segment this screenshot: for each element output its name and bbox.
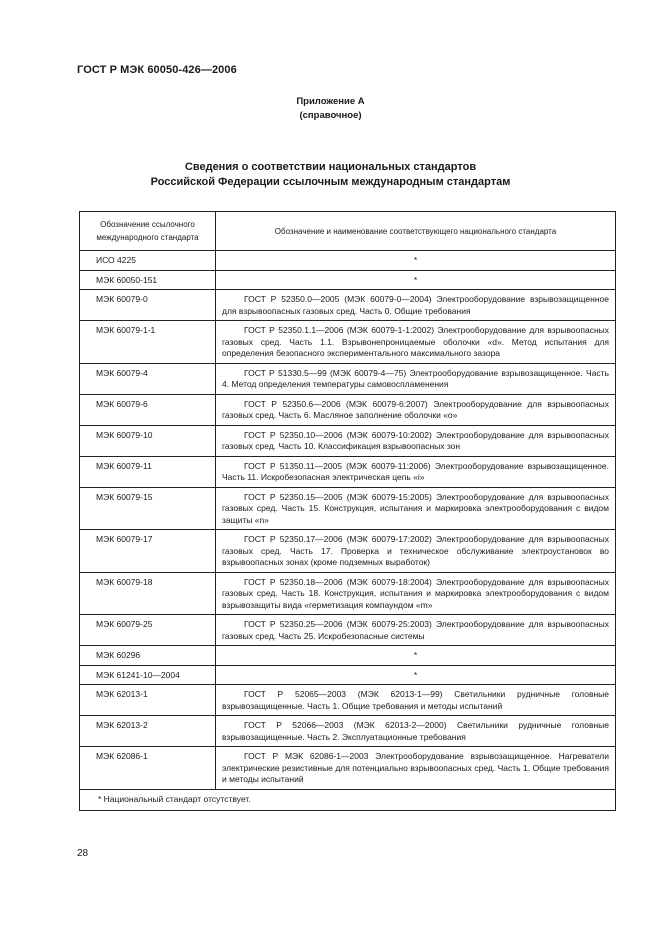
table-row	[80, 747, 616, 790]
reference-standard-cell: МЭК 62013-2	[80, 716, 216, 747]
reference-standard-cell: МЭК 60079-15	[80, 487, 216, 530]
table-header-row	[80, 212, 616, 251]
table-row	[80, 665, 616, 685]
national-standard-cell: ГОСТ Р 51330.5—99 (МЭК 60079-4—75) Электрооборудование взрывозащищенное. Часть 4. Метод определения температуры самовоспламенения	[216, 363, 616, 394]
table-row	[80, 270, 616, 290]
national-standard-cell: ГОСТ Р 52066—2003 (МЭК 62013-2—2000) Светильники рудничные головные взрывозащищенные. Часть 2. Эксплуатационные требования	[216, 716, 616, 747]
table-row	[80, 394, 616, 425]
table-row	[80, 530, 616, 573]
reference-standard-cell: МЭК 62086-1	[80, 747, 216, 790]
footnote-row	[80, 789, 616, 811]
reference-standard-cell: МЭК 62013-1	[80, 685, 216, 716]
table-row	[80, 321, 616, 364]
reference-standard-cell: МЭК 60079-25	[80, 615, 216, 646]
annex-title: Приложение А	[296, 96, 365, 107]
correspondence-table	[79, 211, 616, 811]
document-header: ГОСТ Р МЭК 60050-426—2006	[77, 64, 237, 76]
national-standard-cell: ГОСТ Р 52350.0—2005 (МЭК 60079-0—2004) Электрооборудование взрывозащищенное для взрывоопасных газовых сред. Часть 0. Общие требования	[216, 290, 616, 321]
reference-standard-cell: МЭК 60079-0	[80, 290, 216, 321]
reference-standard-cell: МЭК 60079-6	[80, 394, 216, 425]
national-standard-cell: *	[216, 251, 616, 271]
national-standard-cell: ГОСТ Р 52350.25—2006 (МЭК 60079-25:2003) Электрооборудование для взрывоопасных газовых сред. Часть 25. Искробезопасные системы	[216, 615, 616, 646]
column-header-reference-standard: Обозначение ссылочного международного стандарта	[80, 212, 216, 251]
reference-standard-cell: МЭК 60079-17	[80, 530, 216, 573]
reference-standard-cell: МЭК 60079-18	[80, 572, 216, 615]
national-standard-cell: *	[216, 646, 616, 666]
national-standard-cell: *	[216, 665, 616, 685]
reference-standard-cell: ИСО 4225	[80, 251, 216, 271]
reference-standard-cell: МЭК 60079-4	[80, 363, 216, 394]
national-standard-cell: *	[216, 270, 616, 290]
national-standard-cell: ГОСТ Р 52350.6—2006 (МЭК 60079-6:2007) Электрооборудование для взрывоопасных газовых сред. Часть 6. Масляное заполнение оболочки «о»	[216, 394, 616, 425]
reference-standard-cell: МЭК 61241-10—2004	[80, 665, 216, 685]
reference-standard-cell: МЭК 60079-11	[80, 456, 216, 487]
table-row	[80, 290, 616, 321]
reference-standard-cell: МЭК 60296	[80, 646, 216, 666]
table-row	[80, 685, 616, 716]
reference-standard-cell: МЭК 60050-151	[80, 270, 216, 290]
table-row	[80, 425, 616, 456]
table-row	[80, 456, 616, 487]
annex-type: (справочное)	[299, 110, 362, 121]
national-standard-cell: ГОСТ Р МЭК 62086-1—2003 Электрооборудование взрывозащищенное. Нагреватели электрические резистивные для потенциально взрывоопасных сред. Часть 1. Общие требования и методы испытаний	[216, 747, 616, 790]
table-row	[80, 572, 616, 615]
table-row	[80, 646, 616, 666]
national-standard-cell: ГОСТ Р 52350.17—2006 (МЭК 60079-17:2002) Электрооборудование для взрывоопасных газовых сред. Часть 17. Проверка и техническое обслуживание электроустановок во взрывоопасных зонах (кроме подземных выработок)	[216, 530, 616, 573]
national-standard-cell: ГОСТ Р 52065—2003 (МЭК 62013-1—99) Светильники рудничные головные взрывозащищенные. Часть 1. Общие требования и методы испытаний	[216, 685, 616, 716]
national-standard-cell: ГОСТ Р 52350.15—2005 (МЭК 60079-15:2005) Электрооборудование для взрывоопасных газовых сред. Часть 15. Конструкция, испытания и маркировка электрооборудования с видом защиты «n»	[216, 487, 616, 530]
section-title-line2: Российской Федерации ссылочным международным стандартам	[150, 176, 511, 188]
national-standard-cell: ГОСТ Р 52350.10—2006 (МЭК 60079-10:2002) Электрооборудование для взрывоопасных газовых сред. Часть 10. Классификация взрывоопасных зон	[216, 425, 616, 456]
page-number: 28	[77, 848, 89, 859]
reference-standard-cell: МЭК 60079-10	[80, 425, 216, 456]
table-footnote: * Национальный стандарт отсутствует.	[80, 789, 616, 811]
table-row	[80, 487, 616, 530]
section-title-line1: Сведения о соответствии национальных стандартов	[184, 161, 477, 173]
table-row	[80, 615, 616, 646]
reference-standard-cell: МЭК 60079-1-1	[80, 321, 216, 364]
table-row	[80, 363, 616, 394]
table-row	[80, 716, 616, 747]
table-row	[80, 251, 616, 271]
national-standard-cell: ГОСТ Р 52350.1.1—2006 (МЭК 60079-1-1:2002) Электрооборудование для взрывоопасных газовых сред. Часть 1.1. Взрывонепроницаемые оболочки «d». Метод испытания для определения безопасного экспериментального максимального зазора	[216, 321, 616, 364]
national-standard-cell: ГОСТ Р 51350.11—2005 (МЭК 60079-11:2006) Электрооборудование взрывозащищенное. Часть 11. Искробезопасная электрическая цепь «i»	[216, 456, 616, 487]
national-standard-cell: ГОСТ Р 52350.18—2006 (МЭК 60079-18:2004) Электрооборудование для взрывоопасных газовых сред. Часть 18. Конструкция, испытания и маркировка электрооборудования с видом взрывозащиты вида «герметизация компаундом «m»	[216, 572, 616, 615]
column-header-national-standard: Обозначение и наименование соответствующего национального стандарта	[216, 212, 616, 251]
